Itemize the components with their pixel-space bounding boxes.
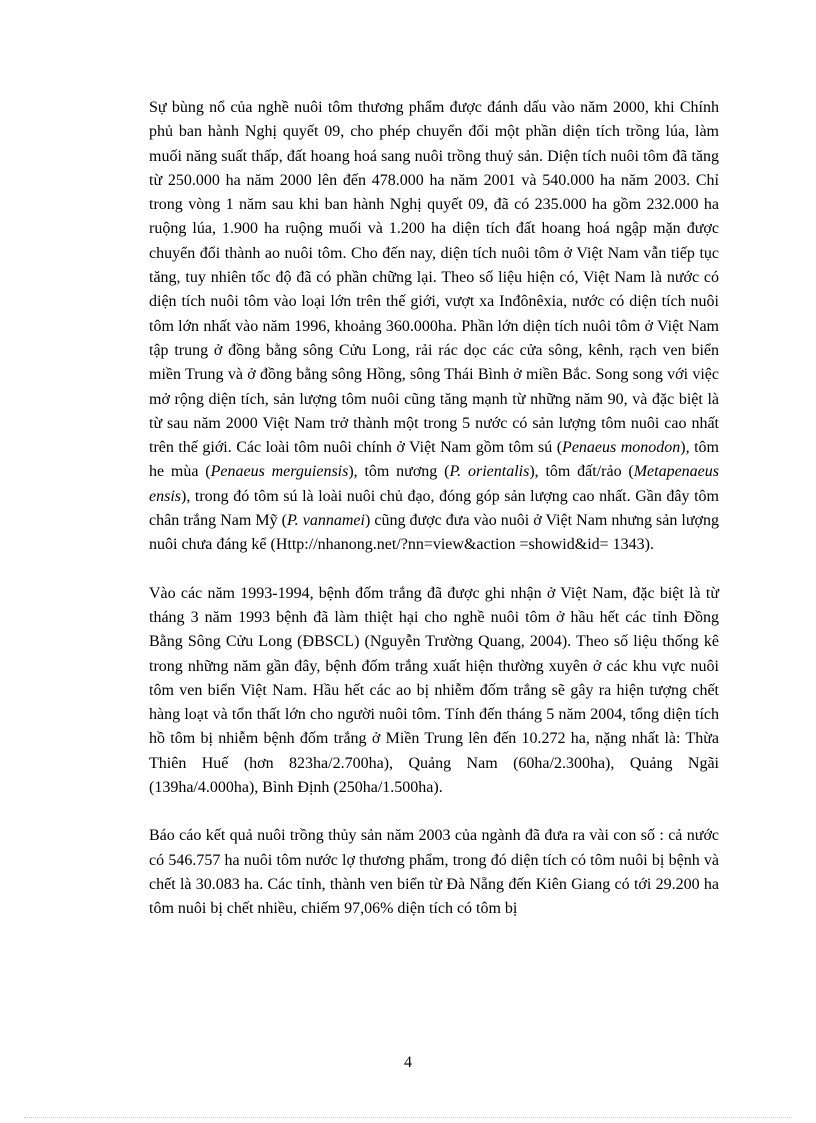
text-segment: ), tôm đất/rảo (: [529, 463, 634, 481]
text-segment: ) cũng được đưa vào nuôi ở Việt Nam nhưng sản lượng nuôi chưa đáng kể (Http://nhanong.net/?nn=view&action =showid&id= 1343).: [149, 512, 720, 554]
text-segment: Báo cáo kết quả nuôi trồng thủy sản năm 2003 của ngành đã đưa ra vài con số : cả nước có 546.757 ha nuôi tôm nước lợ thương phẩm, trong đó diện tích có tôm nuôi bị bệnh và chết là 30.083 ha. Các tỉnh, thành ven biển từ Đà Nẵng đến Kiên Giang có tới 29.200 ha tôm nuôi bị chết nhiều, chiếm 97,06% diện tích có tôm bị: [149, 827, 719, 918]
text-segment: Vào các năm 1993-1994, bệnh đốm trắng đã được ghi nhận ở Việt Nam, đặc biệt là từ tháng 3 năm 1993 bệnh đã làm thiệt hại cho nghề nuôi tôm ở hầu hết các tỉnh Đồng Bằng Sông Cửu Long (ĐBSCL) (Nguyễn Trường Quang, 2004). Theo số liệu thống kê trong những năm gần đây, bệnh đốm trắng xuất hiện thường xuyên ở các khu vực nuôi tôm ven biển Việt Nam. Hầu hết các ao bị nhiễm đốm trắng sẽ gây ra hiện tượng chết hàng loạt và tổn thất lớn cho người nuôi tôm. Tính đến tháng 5 năm 2004, tổng diện tích hồ tôm bị nhiễm bệnh đốm trắng ở Miền Trung lên đến 10.272 ha, nặng nhất là: Thừa Thiên Huế (hơn 823ha/2.700ha), Quảng Nam (60ha/2.300ha), Quảng Ngãi (139ha/4.000ha), Bình Định (250ha/1.500ha).: [149, 584, 719, 797]
page-number: 4: [404, 1054, 412, 1071]
paragraph-2003-report: [149, 824, 719, 921]
species-name: Penaeus merguiensis: [210, 463, 349, 481]
paragraph-shrimp-farming-growth: [149, 96, 719, 558]
text-segment: ), tôm he mùa (: [149, 439, 719, 481]
text-segment: ), trong đó tôm sú là loài nuôi chủ đạo, đóng góp sản lượng cao nhất. Gần đây tôm chân trắng Nam Mỹ (: [149, 487, 719, 530]
species-name: P. vannamei: [286, 512, 365, 530]
page-edge-divider: [24, 1117, 792, 1118]
paragraph-white-spot-disease: [149, 582, 719, 801]
species-name: Metapenaeus ensis: [149, 463, 720, 505]
body-text: [149, 96, 719, 946]
species-name: Penaeus monodon: [562, 439, 681, 457]
text-segment: Sự bùng nổ của nghề nuôi tôm thương phẩm được đánh dấu vào năm 2000, khi Chính phủ ban hành Nghị quyết 09, cho phép chuyển đổi một phần diện tích trồng lúa, làm muối năng suất thấp, đất hoang hoá sang nuôi trồng thuỷ sản. Diện tích nuôi tôm đã tăng từ 250.000 ha năm 2000 lên đến 478.000 ha năm 2001 và 540.000 ha năm 2003. Chỉ trong vòng 1 năm sau khi ban hành Nghị quyết 09, đã có 235.000 ha gồm 232.000 ha ruộng lúa, 1.900 ha ruộng muối và 1.200 ha diện tích đất hoang hoá ngập mặn được chuyển đổi thành ao nuôi tôm. Cho đến nay, diện tích nuôi tôm ở Việt Nam vẫn tiếp tục tăng, tuy nhiên tốc độ đã có phần chững lại. Theo số liệu hiện có, Việt Nam là nước có diện tích nuôi tôm vào loại lớn trên thế giới, vượt xa Inđônêxia, nước có diện tích nuôi tôm lớn nhất vào năm 1996, khoảng 360.000ha. Phần lớn diện tích nuôi tôm ở Việt Nam tập trung ở đồng bằng sông Cửu Long, rải rác dọc các cửa sông, kênh, rạch ven biển miền Trung và ở đồng bằng sông Hồng, sông Thái Bình ở miền Bắc. Song song với việc mở rộng diện tích, sản lượng tôm nuôi cũng tăng mạnh từ những năm 90, và đặc biệt là từ sau năm 2000 Việt Nam trở thành một trong 5 nước có sản lượng tôm nuôi cao nhất trên thế giới. Các loài tôm nuôi chính ở Việt Nam gồm tôm sú (: [149, 99, 719, 457]
species-name: P. orientalis: [449, 463, 530, 481]
text-segment: ), tôm nương (: [348, 463, 450, 481]
